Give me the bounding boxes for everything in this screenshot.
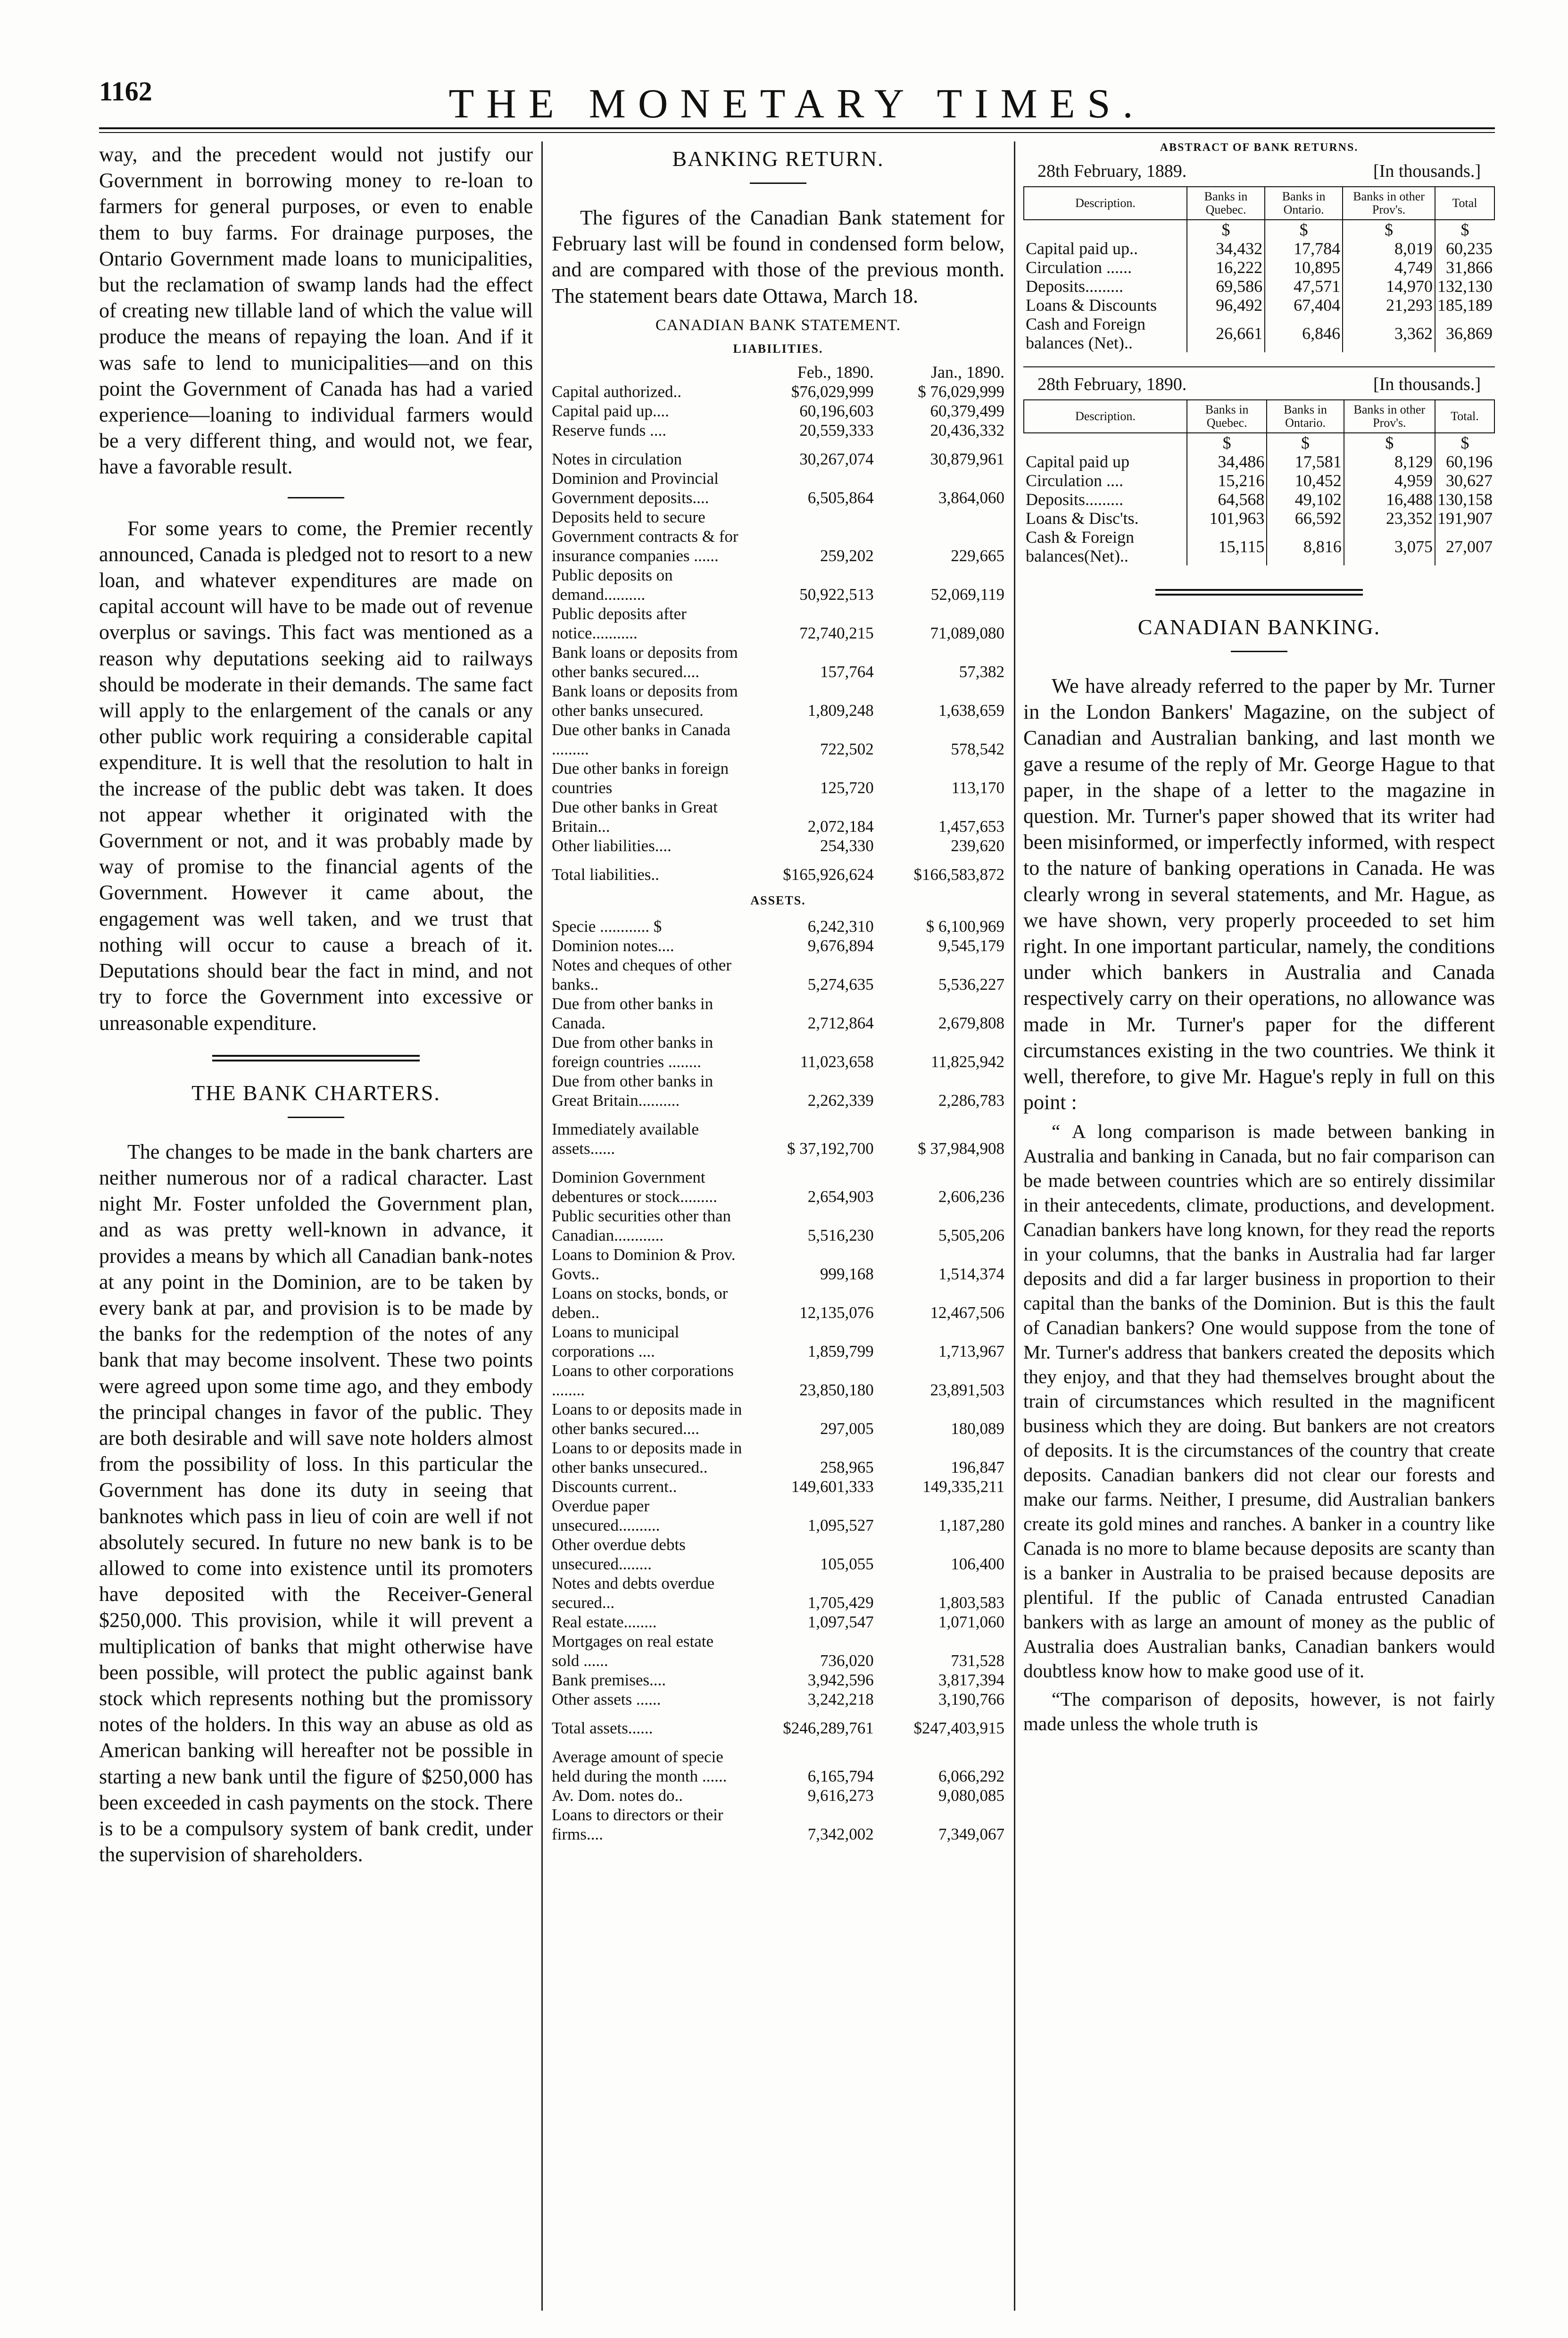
table-row [552,681,1004,720]
row-value: 149,335,211 [922,1477,1004,1496]
row-value: 6,242,310 [807,917,874,936]
row-value: 67,404 [1265,296,1343,315]
row-value: 578,542 [951,739,1004,758]
table-row [552,1738,1004,1786]
table-row: Total liabilities.. $165,926,624 $166,583,872 [552,865,1004,884]
assets-heading-group [552,884,1004,917]
bank-statement-table [552,363,1004,1844]
masthead: THE MONETARY TIMES. [448,81,1145,127]
row-value: 72,740,215 [799,623,874,642]
row-label: Other assets ...... [552,1690,661,1708]
row-label: Dominion Government debentures or stock......... [552,1168,717,1206]
table-row [552,720,1004,759]
title-rule [288,1117,344,1118]
column-1 [99,141,533,1867]
row-value: 229,665 [951,546,1004,565]
row-value: 23,891,503 [930,1380,1004,1399]
row-value: 254,330 [820,836,874,855]
row-label: Capital paid up.. [1026,239,1138,258]
column-divider [1014,141,1015,2311]
currency-row [1024,220,1494,239]
row-label: Public securities other than Canadian............ [552,1206,731,1244]
table-row [1024,509,1494,528]
abstract-title: ABSTRACT OF BANK RETURNS. [1160,141,1359,154]
row-value: 30,879,961 [930,449,1004,468]
row-value: 8,816 [1267,528,1344,565]
currency-symbol: $ [1265,220,1343,239]
table-row [552,1477,1004,1496]
assets-rows [552,1738,1004,1844]
row-value: 30,627 [1435,471,1494,490]
row-value: 101,963 [1187,509,1267,528]
row-value: 7,342,002 [807,1824,874,1843]
table-row [1024,296,1494,315]
table-row [552,1438,1004,1477]
row-label: Loans to other corporations ........ [552,1361,734,1399]
table-row [552,401,1004,421]
row-value: 8,129 [1344,452,1435,471]
table-row [552,1322,1004,1361]
row-value: 2,712,864 [807,1013,874,1032]
row-label: Public deposits on demand.......... [552,565,673,604]
row-label: Deposits......... [1026,490,1123,509]
table-row [552,1786,1004,1805]
article-title: CANADIAN BANKING. [1137,615,1381,639]
row-value: 6,846 [1265,315,1343,352]
table-row [552,759,1004,797]
row-value: 60,379,499 [930,401,1004,420]
row-value: 57,382 [959,662,1004,681]
row-label: Av. Dom. notes do.. [552,1786,683,1805]
article-title: BANKING RETURN. [672,147,884,171]
column-header-feb: Feb., 1890. [797,362,874,381]
row-value: 1,457,653 [938,817,1004,836]
row-value: 3,190,766 [938,1690,1004,1708]
immediate-assets [552,1110,1004,1158]
row-label: Mortgages on real estate sold ...... [552,1632,714,1670]
row-label: Bank loans or deposits from other banks secured.... [552,643,738,681]
currency-symbol: $ [1267,433,1344,452]
row-label: Specie ............ $ [552,917,662,936]
row-value: 30,267,074 [799,449,874,468]
row-label: Due other banks in Great Britain... [552,797,718,836]
row-value: 26,661 [1187,315,1265,352]
row-value: 10,895 [1265,258,1343,277]
abstract-rows [1024,433,1494,565]
row-value: 52,069,119 [930,585,1004,604]
row-value: 7,349,067 [938,1824,1004,1843]
row-value: 2,286,783 [938,1091,1004,1110]
table-row [552,917,1004,936]
table-row [552,1158,1004,1206]
table-row: Total assets...... $246,289,761 $247,403,915 [552,1718,1004,1737]
total-liabilities [552,855,1004,884]
row-value: 9,676,894 [807,936,874,955]
row-label: Capital paid up.... [552,401,669,420]
table-row [552,1400,1004,1438]
row-value: 17,784 [1265,239,1343,258]
row-value: 34,486 [1187,452,1267,471]
table-row [552,507,1004,565]
row-value: $ 76,029,999 [918,382,1004,401]
row-label: Cash and Foreign balances (Net).. [1026,315,1145,352]
row-value: 259,202 [820,546,874,565]
row-value: 999,168 [820,1264,874,1283]
row-value: 12,135,076 [799,1303,874,1322]
row-value: 2,606,236 [938,1187,1004,1206]
assets-rows [552,1158,1004,1709]
row-value: 1,514,374 [938,1264,1004,1283]
row-value: 1,095,527 [807,1516,874,1534]
row-value: 5,536,227 [938,975,1004,994]
row-label: Cash & Foreign balances(Net).. [1026,528,1134,565]
row-value: 34,432 [1187,239,1265,258]
row-value: 23,850,180 [799,1380,874,1399]
row-label: Circulation .... [1026,471,1123,490]
row-value: 11,023,658 [800,1052,874,1071]
header-rule-thin [99,132,1495,133]
row-value: 180,089 [951,1419,1004,1438]
row-value: 1,859,799 [807,1342,874,1360]
row-value: 47,571 [1265,277,1343,296]
row-value: 731,528 [951,1651,1004,1670]
row-value: 60,235 [1435,239,1494,258]
statement-title: CANADIAN BANK STATEMENT. [655,316,901,334]
row-label: Capital authorized.. [552,382,682,401]
table-row [552,382,1004,401]
row-value: 157,764 [820,662,874,681]
row-label: Reserve funds .... [552,421,667,439]
row-value: $ 6,100,969 [926,917,1004,936]
column-divider [541,141,543,2311]
row-value: 113,170 [951,778,1004,797]
row-value: 258,965 [820,1458,874,1476]
row-value: 1,187,280 [938,1516,1004,1534]
row-label: Loans on stocks, bonds, or deben.. [552,1284,728,1322]
row-label: Other liabilities.... [552,836,672,855]
row-label: Discounts current.. [552,1477,677,1496]
liabilities-rows [552,382,1004,855]
abstract-rows [1024,220,1494,352]
row-value: 9,545,179 [938,936,1004,955]
row-value: 16,222 [1187,258,1265,277]
row-value: 12,467,506 [930,1303,1004,1322]
row-label: Dominion notes.... [552,936,674,955]
row-value: 1,638,659 [938,701,1004,720]
row-value: 191,907 [1435,509,1494,528]
row-label: Loans to directors or their firms.... [552,1805,723,1843]
table-row [552,1245,1004,1284]
row-value: 96,492 [1187,296,1265,315]
table-row [552,1574,1004,1612]
table-row [552,440,1004,469]
table-row [1024,315,1494,352]
table-row [1024,452,1494,471]
abstract-table-1889 [1023,186,1495,352]
table-row [552,643,1004,681]
row-value: 3,362 [1343,315,1435,352]
editorial-paragraph: For some years to come, the Premier recently announced, Canada is pledged not to resort to a new loan, and whatever expenditures are made on capital account will have to be made out of revenue overplus or savings. This fact was mentioned as a reason why deputations seeking aid to railways should be moderate in their demands. The same fact will apply to the enlargement of the canals or any other public work requiring a considerable capital expenditure. It is well that the resolution to halt in the increase of the public debt was taken. It does not appear whether it originated with the Government or not, and it was probably made by way of promise to the financial agents of the Government. However it came about, the engagement was well taken, and we trust that nothing will occur to cause a breach of it. Deputations should bear the fact in mind, and not try to force the Government into excessive or unreasonable expenditure. [99,516,533,1035]
row-value: 5,516,230 [807,1226,874,1244]
row-value: 722,502 [820,739,874,758]
row-label: Due from other banks in foreign countries ........ [552,1033,713,1071]
row-label: Due other banks in foreign countries [552,759,729,797]
table-header-row [552,363,1004,382]
row-value: 1,803,583 [938,1593,1004,1612]
row-value: 105,055 [820,1554,874,1573]
table-row [1024,239,1494,258]
header-rule [99,127,1495,129]
currency-symbol: $ [1435,220,1494,239]
article-paragraph: The figures of the Canadian Bank statement for February last will be found in condensed form below, and are compared with those of the previous month. The statement bears date Ottawa, March 18. [552,206,1004,307]
row-label: Deposits......... [1026,277,1123,296]
row-label: Loans & Discounts [1026,296,1157,315]
row-value: 20,436,332 [930,421,1004,439]
currency-row [1024,433,1494,452]
row-value: $76,029,999 [791,382,874,401]
row-label: Public deposits after notice........... [552,604,687,642]
row-value: 60,196 [1435,452,1494,471]
row-value: 196,847 [951,1458,1004,1476]
row-value: 36,869 [1435,315,1494,352]
row-label: Loans to municipal corporations .... [552,1322,680,1360]
currency-symbol: $ [1344,433,1435,452]
row-value: 49,102 [1267,490,1344,509]
section-double-rule [212,1055,420,1061]
row-value: 66,592 [1267,509,1344,528]
section-double-rule [1155,589,1363,596]
liabilities-heading: LIABILITIES. [733,341,823,356]
row-label: Due from other banks in Great Britain.......... [552,1071,713,1110]
table-row [552,1670,1004,1690]
quoted-letter: “ A long comparison is made between banking in Australia and banking in Canada, but no fair comparison can be made between countries which are so entirely dissimilar in their antecedents, climate, productions, and development. Canadian bankers have long known, for they read the reports in your columns, that the banks in Australia had far larger deposits and did a far larger business in proportion to their capital than the banks of the Dominion. But is this the fault of Canadian bankers? One would suppose from the tone of Mr. Turner's address that bankers created the deposits which they enjoy, and that they had themselves brought about the train of circumstances which resulted in the magnificent business which they are doing. But bankers are not creators of deposits. It is the circumstances of the country that create deposits. Canadian bankers did not clear our forests and make our farms. Neither, I presume, did Australian bankers create its gold mines and ranches. A banker in a country like Canada is no more to blame because deposits are scanty than is a banker in Australia to be praised because deposits are plentiful. If the public of Canada entrusted Canadian bankers with as large an amount of money as the public of Australia does Australian banks, Canadian bankers would doubtless know how to make good use of it. [1023,1120,1495,1682]
table-row [552,1071,1004,1110]
row-value: 10,452 [1267,471,1344,490]
page-header [99,71,1495,127]
newspaper-page [99,71,1495,2315]
row-label: Bank premises.... [552,1670,666,1689]
row-value: 5,505,206 [938,1226,1004,1244]
table-row: Immediately available assets...... $ 37,192,700 $ 37,984,908 [552,1119,1004,1158]
row-label: Notes and debts overdue secured... [552,1574,715,1612]
row-label: Notes in circulation [552,449,682,468]
row-value: 71,089,080 [930,623,1004,642]
row-label: Due from other banks in Canada. [552,994,713,1032]
row-value: 239,620 [951,836,1004,855]
table-header-row: Description. Banks in Quebec. Banks in Ontario. Banks in other Prov's. Total. [1024,400,1494,433]
table-row [552,421,1004,440]
table-row [1024,258,1494,277]
table-row [552,936,1004,955]
row-label: Loans & Disc'ts. [1026,509,1139,528]
table-row [1024,528,1494,565]
table-row [1024,471,1494,490]
row-value: 6,505,864 [807,488,874,507]
row-label: Deposits held to secure Government contracts & for insurance companies ...... [552,507,738,565]
row-label: Bank loans or deposits from other banks unsecured. [552,681,738,720]
currency-symbol: $ [1343,220,1435,239]
row-value: 1,809,248 [807,701,874,720]
row-value: 15,115 [1187,528,1267,565]
table-row [552,1033,1004,1071]
row-value: 5,274,635 [807,975,874,994]
row-value: 130,158 [1435,490,1494,509]
row-value: 2,654,903 [807,1187,874,1206]
row-label: Notes and cheques of other banks.. [552,955,731,994]
table-row [552,565,1004,604]
column-header-jan: Jan., 1890. [931,362,1004,381]
table-row [552,469,1004,507]
row-label: Average amount of specie held during the month ...... [552,1747,727,1785]
row-value: 6,165,794 [807,1766,874,1785]
title-rule [750,182,806,184]
row-label: Loans to or deposits made in other banks secured.... [552,1400,742,1438]
table-row [1024,277,1494,296]
row-value: 50,922,513 [799,585,874,604]
row-value: 3,864,060 [938,488,1004,507]
abstract-date-2: 28th February, 1890. [In thousands.] [1037,374,1481,394]
row-value: 16,488 [1344,490,1435,509]
column-2 [552,141,1004,1844]
table-header-row: Description. Banks in Quebec. Banks in Ontario. Banks in other Prov's. Total [1024,187,1494,220]
table-row [552,1206,1004,1245]
row-value: 125,720 [820,778,874,797]
row-value: 17,581 [1267,452,1344,471]
section-rule [288,497,344,498]
table-row [552,955,1004,994]
table-row [552,836,1004,855]
column-3 [1023,141,1495,1736]
abstract-date-1: 28th February, 1889. [In thousands.] [1037,161,1481,181]
row-value: 3,817,394 [938,1670,1004,1689]
row-label: Capital paid up [1026,452,1129,471]
article-paragraph: We have already referred to the paper by Mr. Turner in the London Bankers' Magazine, on the subject of Canadian and Australian banking, and last month we gave a resume of the reply of Mr. George Hague to that paper, in the shape of a letter to the magazine in question. Mr. Turner's paper showed that its writer had been misinformed, or imperfectly informed, with respect to the nature of banking operations in Canada. He was clearly wrong in several statements, and Mr. Hague, as we have shown, very properly proceeded to set him right. In one important particular, namely, the conditions under which bankers in Australia and Canada respectively carry on their operations, no allowance was made in Mr. Turner's paper for the different circumstances existing in the two countries. We think it well, therefore, to give Mr. Hague's reply in full on this point : [1023,674,1495,1114]
row-value: 2,262,339 [807,1091,874,1110]
row-value: 20,559,333 [799,421,874,439]
row-value: 736,020 [820,1651,874,1670]
row-value: 149,601,333 [791,1477,874,1496]
row-value: 69,586 [1187,277,1265,296]
row-value: 9,080,085 [938,1786,1004,1805]
row-label: Dominion and Provincial Government deposits.... [552,469,719,507]
row-value: 11,825,942 [930,1052,1004,1071]
currency-symbol: $ [1435,433,1494,452]
row-value: 2,679,808 [938,1013,1004,1032]
article-title: THE BANK CHARTERS. [191,1080,440,1105]
row-value: 8,019 [1343,239,1435,258]
row-value: 4,749 [1343,258,1435,277]
row-label: Due other banks in Canada ......... [552,720,731,758]
table-row [552,1805,1004,1844]
row-value: 1,071,060 [938,1612,1004,1631]
row-value: 297,005 [820,1419,874,1438]
row-value: 185,189 [1435,296,1494,315]
row-label: Other overdue debts unsecured........ [552,1535,686,1573]
title-rule [1231,651,1287,652]
row-value: 106,400 [951,1554,1004,1573]
row-value: 1,713,967 [938,1342,1004,1360]
row-value: 23,352 [1344,509,1435,528]
row-value: 132,130 [1435,277,1494,296]
row-label: Overdue paper unsecured.......... [552,1496,660,1534]
row-value: 15,216 [1187,471,1267,490]
page-number: 1162 [99,76,152,107]
row-label: Loans to Dominion & Prov. Govts.. [552,1245,736,1283]
row-value: 6,066,292 [938,1766,1004,1785]
row-label: Real estate........ [552,1612,657,1631]
table-row [552,1612,1004,1632]
row-value: 2,072,184 [807,817,874,836]
quoted-letter: “The comparison of deposits, however, is not fairly made unless the whole truth is [1023,1688,1495,1735]
row-value: 9,616,273 [807,1786,874,1805]
row-value: 3,942,596 [807,1670,874,1689]
row-label: Loans to or deposits made in other banks unsecured.. [552,1438,742,1476]
abstract-table-1890 [1023,399,1495,565]
assets-heading: ASSETS. [750,893,806,907]
table-row [552,1690,1004,1709]
table-row [552,797,1004,836]
row-label: Circulation ...... [1026,258,1132,277]
table-row [552,1496,1004,1535]
table-row [552,1632,1004,1670]
editorial-paragraph: way, and the precedent would not justify our Government in borrowing money to re-loan to farmers for general purposes, or even to enable them to buy farms. For drainage purposes, the Ontario Government made loans to municipalities, but the reclamation of swamp lands had the effect of creating new tillable land of which the value will produce the means of repaying the loan. And if it was safe to lend to municipalities—and on this point the Government of Canada has had a varied experience—loaning to individual farmers would be a very different thing, and would not, we fear, have a favorable result. [99,143,533,479]
table-row [552,604,1004,643]
row-value: 64,568 [1187,490,1267,509]
row-value: 4,959 [1344,471,1435,490]
row-value: 31,866 [1435,258,1494,277]
row-value: 3,075 [1344,528,1435,565]
currency-symbol: $ [1187,433,1267,452]
row-value: 21,293 [1343,296,1435,315]
assets-rows [552,917,1004,1110]
table-row [552,994,1004,1033]
table-rule [1023,366,1495,367]
total-assets [552,1709,1004,1738]
row-value: 14,970 [1343,277,1435,296]
row-value: 3,242,218 [807,1690,874,1708]
table-row [552,1361,1004,1400]
row-value: 27,007 [1435,528,1494,565]
currency-symbol: $ [1187,220,1265,239]
row-value: 1,705,429 [807,1593,874,1612]
row-value: 1,097,547 [807,1612,874,1631]
table-row [552,1535,1004,1574]
row-value: 60,196,603 [799,401,874,420]
table-row [552,1284,1004,1322]
article-paragraph: The changes to be made in the bank charters are neither numerous nor of a radical character. Last night Mr. Foster unfolded the Government plan, and as was pretty well-known in advance, it provides a means by which all Canadian bank-notes at any point in the Dominion, are to be taken by every bank at par, and provision is to be made by the banks for the redemption of the notes of any bank that may become insolvent. These two points were agreed upon some time ago, and they embody the principal changes in favor of the public. They are both desirable and will save note holders almost from the possibility of loss. In this particular the Government has done its duty in seeing that banknotes which pass in lieu of coin are well if not absolutely secured. In future no new bank is to be allowed to come into existence until its promoters have deposited with the Receiver-General $250,000. This provision, while it will prevent a multiplication of banks that might otherwise have been possible, will protect the public against bank stock which represents nothing but the promissory notes of the holders. In this way an abuse as old as American banking will hereafter not be possible in starting a new bank until the figure of $250,000 has been exceeded in cash payments on the stock. There is to be a compulsory system of bank credit, under the supervision of shareholders. [99,1140,533,1866]
table-row [1024,490,1494,509]
